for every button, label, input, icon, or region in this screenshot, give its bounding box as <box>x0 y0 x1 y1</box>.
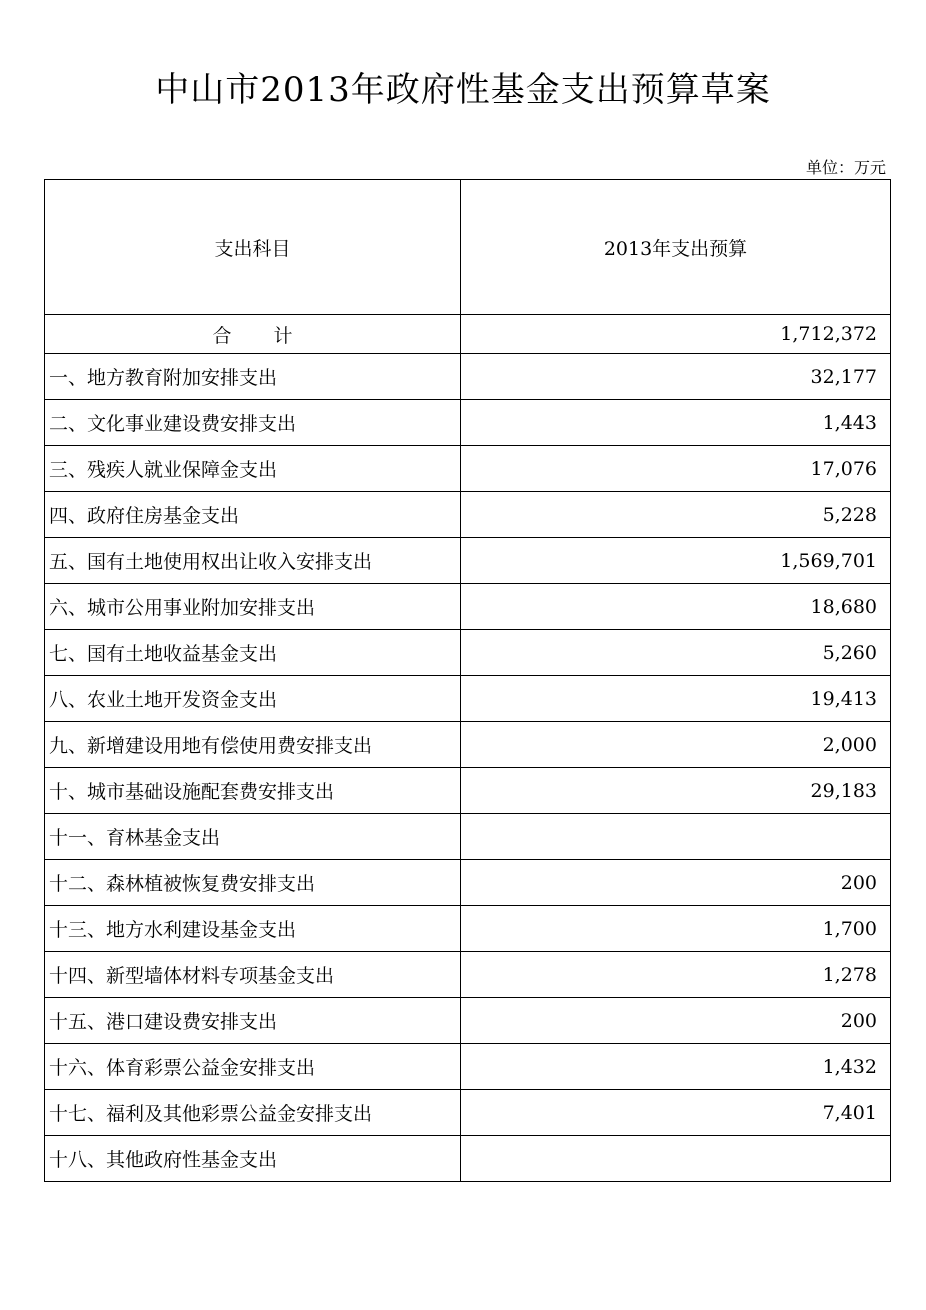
row-label: 八、农业土地开发资金支出 <box>45 676 461 722</box>
table-row <box>45 676 891 722</box>
row-label: 十二、森林植被恢复费安排支出 <box>45 860 461 906</box>
row-label: 九、新增建设用地有偿使用费安排支出 <box>45 722 461 768</box>
row-value: 19,413 <box>461 676 891 722</box>
total-value: 1,712,372 <box>461 315 891 354</box>
table-row <box>45 906 891 952</box>
budget-table <box>44 179 891 1182</box>
row-label: 一、地方教育附加安排支出 <box>45 354 461 400</box>
row-value: 1,443 <box>461 400 891 446</box>
row-label: 十五、港口建设费安排支出 <box>45 998 461 1044</box>
table-row <box>45 400 891 446</box>
table-row <box>45 998 891 1044</box>
column-header-subject: 支出科目 <box>45 180 461 315</box>
row-label: 十八、其他政府性基金支出 <box>45 1136 461 1182</box>
table-row <box>45 952 891 998</box>
table-row <box>45 1090 891 1136</box>
column-header-budget: 2013年支出预算 <box>461 180 891 315</box>
row-value: 17,076 <box>461 446 891 492</box>
row-value: 7,401 <box>461 1090 891 1136</box>
header-row <box>45 180 891 315</box>
table-row <box>45 538 891 584</box>
row-label: 五、国有土地使用权出让收入安排支出 <box>45 538 461 584</box>
unit-note: 单位：万元 <box>805 158 886 177</box>
row-value: 1,700 <box>461 906 891 952</box>
row-value: 29,183 <box>461 768 891 814</box>
table-row <box>45 584 891 630</box>
row-label: 十六、体育彩票公益金安排支出 <box>45 1044 461 1090</box>
table-row <box>45 446 891 492</box>
row-value: 200 <box>461 860 891 906</box>
row-label: 十、城市基础设施配套费安排支出 <box>45 768 461 814</box>
row-label: 四、政府住房基金支出 <box>45 492 461 538</box>
row-label: 十三、地方水利建设基金支出 <box>45 906 461 952</box>
row-value: 5,228 <box>461 492 891 538</box>
total-row <box>45 315 891 354</box>
row-value: 2,000 <box>461 722 891 768</box>
row-value: 1,278 <box>461 952 891 998</box>
table-row <box>45 814 891 860</box>
row-label: 十七、福利及其他彩票公益金安排支出 <box>45 1090 461 1136</box>
row-value: 18,680 <box>461 584 891 630</box>
table-row <box>45 492 891 538</box>
row-label: 十一、育林基金支出 <box>45 814 461 860</box>
table-row <box>45 860 891 906</box>
table-row <box>45 1044 891 1090</box>
row-value: 200 <box>461 998 891 1044</box>
row-label: 七、国有土地收益基金支出 <box>45 630 461 676</box>
row-value: 32,177 <box>461 354 891 400</box>
page-title: 中山市2013年政府性基金支出预算草案 <box>155 70 771 110</box>
table-row <box>45 1136 891 1182</box>
table-row <box>45 768 891 814</box>
row-value: 1,569,701 <box>461 538 891 584</box>
row-label: 三、残疾人就业保障金支出 <box>45 446 461 492</box>
row-label: 十四、新型墙体材料专项基金支出 <box>45 952 461 998</box>
row-value <box>461 1136 891 1182</box>
table-row <box>45 354 891 400</box>
row-value: 1,432 <box>461 1044 891 1090</box>
row-value: 5,260 <box>461 630 891 676</box>
row-value <box>461 814 891 860</box>
table-row <box>45 630 891 676</box>
table-row <box>45 722 891 768</box>
row-label: 六、城市公用事业附加安排支出 <box>45 584 461 630</box>
row-label: 二、文化事业建设费安排支出 <box>45 400 461 446</box>
total-label: 合计 <box>45 315 461 354</box>
